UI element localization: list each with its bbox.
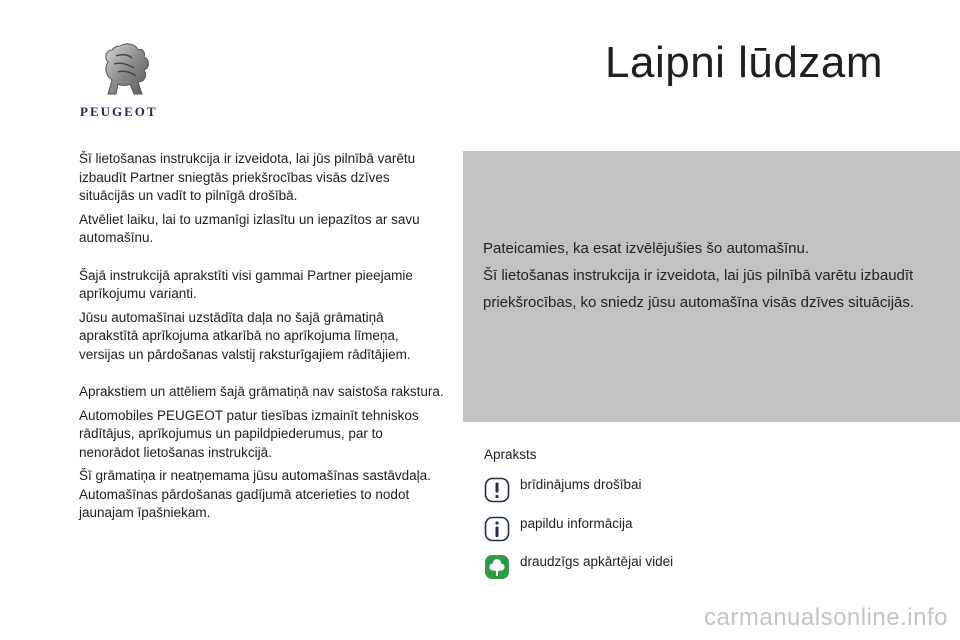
legend-title: Apraksts bbox=[484, 447, 537, 462]
intro-paragraph: Atvēliet laiku, lai to uzmanīgi izlasītu un iepazītos ar savu automašīnu. bbox=[79, 211, 420, 245]
legend-item-environment bbox=[484, 554, 784, 582]
thank-you-text: Pateicamies, ka esat izvēlējušies šo automašīnu. bbox=[483, 240, 809, 257]
equipment-paragraph: Šajā instrukcijā aprakstīti visi gammai Partner pieejamie aprīkojumu varianti. bbox=[79, 267, 413, 301]
legend-item-safety bbox=[484, 477, 784, 505]
disclaimer-paragraph: Automobiles PEUGEOT patur tiesības izmainīt tehniskos rādītājus, aprīkojumus un papildpiederumus, par to nenorādot lietošanas instrukcijā. bbox=[79, 407, 419, 460]
exclamation-icon bbox=[484, 477, 510, 503]
intro-paragraph: Šī lietošanas instrukcija ir izveidota, lai jūs pilnībā varētu izbaudīt Partner sniegtās priekšrocības visās dzīves situācijās un vadīt to pilnīgā drošībā. bbox=[79, 151, 416, 203]
lion-emblem-icon bbox=[98, 42, 156, 98]
equipment-paragraph: Jūsu automašīnai uzstādīta daļa no šajā grāmatiņā aprakstītā aprīkojuma atkarībā no aprīkojuma līmeņa, versijas un pārdošanas valstij raksturīgajiem rādītājiem. bbox=[79, 309, 411, 362]
info-icon bbox=[484, 516, 510, 542]
legend-label: brīdinājums drošībai bbox=[520, 477, 642, 492]
legend-label: papildu informācija bbox=[520, 516, 633, 531]
panel-description: Šī lietošanas instrukcija ir izveidota, lai jūs pilnībā varētu izbaudīt priekšrocības, ko sniedz jūsu automašīna visās dzīves situācijās. bbox=[483, 267, 915, 311]
tree-icon bbox=[484, 554, 510, 580]
page-title: Laipni lūdzam bbox=[605, 38, 883, 87]
intro-text-column bbox=[79, 150, 444, 528]
disclaimer-paragraph: Šī grāmatiņa ir neatņemama jūsu automašīnas sastāvdaļa. Automašīnas pārdošanas gadījumā atcerieties to nodot jaunajam īpašniekam. bbox=[79, 468, 431, 520]
disclaimer-paragraph: Aprakstiem un attēliem šajā grāmatiņā nav saistoša rakstura. bbox=[79, 384, 444, 399]
thank-you-panel bbox=[463, 151, 960, 422]
watermark: carmanualsonline.info bbox=[704, 604, 948, 631]
brand-wordmark: PEUGEOT bbox=[80, 104, 158, 119]
legend-item-info bbox=[484, 516, 784, 544]
legend-label: draudzīgs apkārtējai videi bbox=[520, 554, 674, 569]
